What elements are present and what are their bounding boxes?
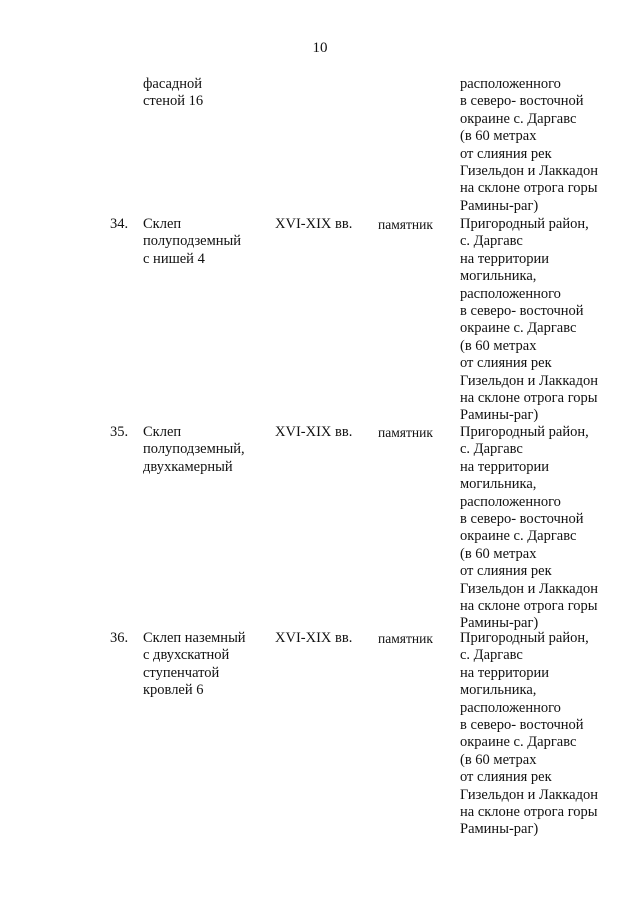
location bbox=[460, 630, 598, 839]
period: XVI-XIX вв. bbox=[275, 424, 353, 440]
monument-name bbox=[143, 630, 246, 700]
location-line: на территории bbox=[460, 250, 550, 267]
location-line: в северо- восточной bbox=[460, 717, 584, 734]
row-number: 36. bbox=[110, 630, 129, 646]
location-line: окраине с. Даргавс bbox=[460, 110, 577, 127]
name-line: Склеп bbox=[143, 424, 182, 440]
location-line: (в 60 метрах bbox=[460, 337, 537, 354]
location-line: Рамины-раг) bbox=[460, 821, 539, 838]
location-line: Рамины-раг) bbox=[460, 197, 539, 214]
name-line: с двухскатной bbox=[143, 647, 230, 664]
location-line: с. Даргавс bbox=[460, 441, 523, 458]
location-line: в северо- восточной bbox=[460, 303, 584, 320]
location-line: от слияния рек bbox=[460, 769, 552, 786]
location-line: с. Даргавс bbox=[460, 647, 523, 664]
location-line: на территории bbox=[460, 458, 550, 475]
location-line: от слияния рек bbox=[460, 355, 552, 372]
location-line: расположенного bbox=[460, 285, 561, 302]
name-line: стеной 16 bbox=[143, 93, 204, 110]
location bbox=[460, 424, 598, 633]
name-line: фасадной bbox=[143, 76, 203, 92]
location-line: могильника, bbox=[460, 682, 537, 699]
location-line: окраине с. Даргавс bbox=[460, 528, 577, 545]
location bbox=[460, 76, 598, 215]
location-line: окраине с. Даргавс bbox=[460, 320, 577, 337]
location-line: на склоне отрога горы bbox=[460, 390, 598, 407]
location-line: Гизельдон и Лаккадон bbox=[460, 372, 598, 389]
name-line: с нишей 4 bbox=[143, 250, 205, 267]
location-line: Пригородный район, bbox=[460, 630, 589, 646]
location bbox=[460, 216, 598, 425]
location-line: в северо- восточной bbox=[460, 511, 584, 528]
location-line: на территории bbox=[460, 664, 550, 681]
location-line: от слияния рек bbox=[460, 145, 552, 162]
location-line: от слияния рек bbox=[460, 563, 552, 580]
location-line: (в 60 метрах bbox=[460, 545, 537, 562]
location-line: могильника, bbox=[460, 268, 537, 285]
period: XVI-XIX вв. bbox=[275, 630, 353, 646]
location-line: на склоне отрога горы bbox=[460, 804, 598, 821]
location-line: на склоне отрога горы bbox=[460, 180, 598, 197]
monument-name bbox=[143, 76, 203, 111]
location-line: (в 60 метрах bbox=[460, 751, 537, 768]
monument-type: памятник bbox=[378, 425, 433, 440]
location-line: Пригородный район, bbox=[460, 424, 589, 440]
location-line: окраине с. Даргавс bbox=[460, 734, 577, 751]
location-line: Гизельдон и Лаккадон bbox=[460, 786, 598, 803]
name-line: Склеп bbox=[143, 216, 182, 232]
location-line: расположенного bbox=[460, 76, 561, 92]
row-number: 35. bbox=[110, 424, 129, 440]
location-line: Рамины-раг) bbox=[460, 615, 539, 632]
page-number: 10 bbox=[312, 40, 328, 56]
location-line: могильника, bbox=[460, 476, 537, 493]
name-line: полуподземный bbox=[143, 233, 242, 250]
name-line: ступенчатой bbox=[143, 664, 220, 681]
location-line: в северо- восточной bbox=[460, 93, 584, 110]
location-line: с. Даргавс bbox=[460, 233, 523, 250]
period: XVI-XIX вв. bbox=[275, 216, 353, 232]
monument-name bbox=[143, 424, 245, 476]
name-line: кровлей 6 bbox=[143, 682, 204, 699]
location-line: расположенного bbox=[460, 699, 561, 716]
location-line: Гизельдон и Лаккадон bbox=[460, 580, 598, 597]
monument-name bbox=[143, 216, 241, 268]
location-line: (в 60 метрах bbox=[460, 128, 537, 145]
monument-type: памятник bbox=[378, 217, 433, 232]
location-line: на склоне отрога горы bbox=[460, 598, 598, 615]
location-line: Гизельдон и Лаккадон bbox=[460, 163, 598, 180]
location-line: Рамины-раг) bbox=[460, 407, 539, 424]
name-line: полуподземный, bbox=[143, 441, 245, 458]
name-line: двухкамерный bbox=[143, 458, 233, 475]
row-number: 34. bbox=[110, 216, 129, 232]
location-line: расположенного bbox=[460, 493, 561, 510]
monument-type: памятник bbox=[378, 631, 433, 646]
name-line: Склеп наземный bbox=[143, 630, 246, 646]
location-line: Пригородный район, bbox=[460, 216, 589, 232]
